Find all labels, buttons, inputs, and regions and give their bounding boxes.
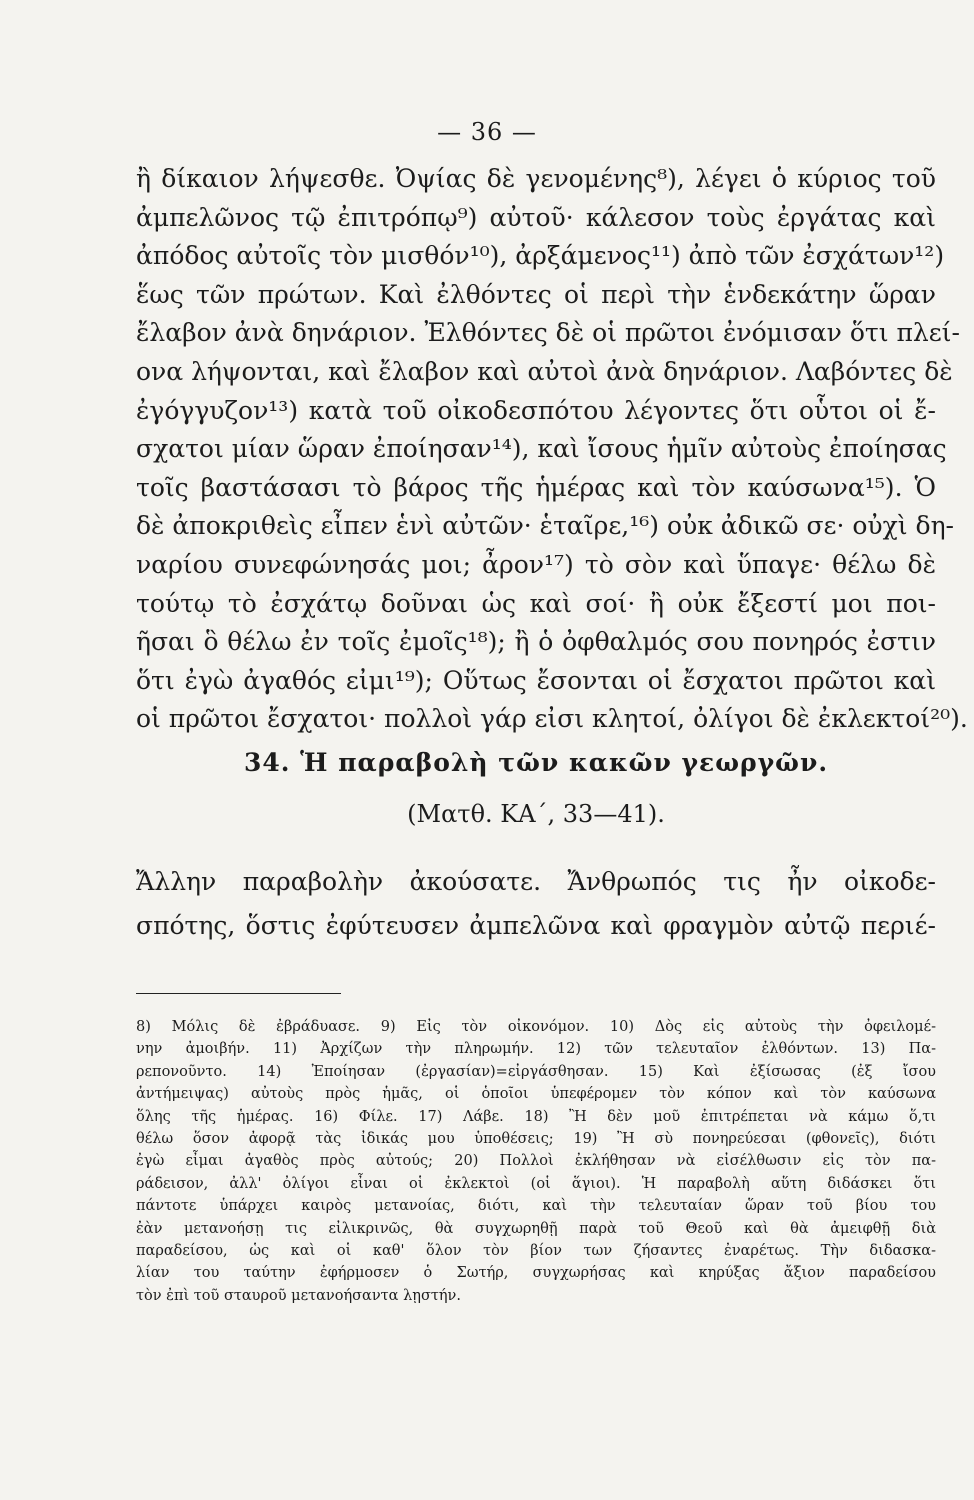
footnote-line: πάντοτε ὑπάρχει καιρὸς μετανοίας, διότι, καὶ τὴν τελευταίαν ὥραν τοῦ βίου του: [136, 1198, 936, 1215]
text-line: ονα λήψονται, καὶ ἔλαβον καὶ αὐτοὶ ἀνὰ δηνάριον. Λαβόντες δὲ: [136, 356, 953, 386]
footnote-line: ἀντήμειψας) αὐτοὺς πρὸς ἡμᾶς, οἱ ὁποῖοι ὑπεφέρομεν τὸν κόπον καὶ τὸν καύσωνα: [136, 1086, 936, 1103]
text-line: δὲ ἀποκριθεὶς εἶπεν ἑνὶ αὐτῶν· ἑταῖρε,¹⁶) οὐκ ἀδικῶ σε· οὐχὶ δη-: [136, 511, 955, 541]
text-line: ὅτι ἐγὼ ἀγαθός εἰμι¹⁹); Οὕτως ἔσονται οἱ ἔσχατοι πρῶτοι καὶ: [136, 665, 936, 695]
text-line: τοῖς βαστάσασι τὸ βάρος τῆς ἡμέρας καὶ τὸν καύσωνα¹⁵). Ὁ: [136, 472, 936, 502]
section-title: 34. Ἡ παραβολὴ τῶν κακῶν γεωργῶν.: [243, 748, 829, 777]
main-paragraph: [136, 160, 968, 739]
text-line: ῆσαι ὃ θέλω ἐν τοῖς ἐμοῖς¹⁸); ἢ ὁ ὀφθαλμός σου πονηρός ἐστιν: [136, 627, 936, 657]
text-line: τούτῳ τὸ ἐσχάτῳ δοῦναι ὡς καὶ σοί· ἢ οὐκ ἔξεστί μοι ποι-: [136, 588, 936, 618]
footnotes: [136, 1016, 936, 1307]
text-line: ἀμπελῶνος τῷ ἐπιτρόπῳ⁹) αὐτοῦ· κάλεσον τοὺς ἐργάτας καὶ: [136, 202, 936, 232]
footnote-line: ὅλης τῆς ἡμέρας. 16) Φίλε. 17) Λάβε. 18) Ἢ δὲν μοῦ ἐπιτρέπεται νὰ κάμω ὅ,τι: [136, 1108, 936, 1125]
footnote-line: παραδείσου, ὡς καὶ οἱ καθ' ὅλον τὸν βίον των ζήσαντες ἐναρέτως. Τὴν διδασκα-: [136, 1242, 936, 1259]
footnote-line: ἐὰν μετανοήσῃ τις εἰλικρινῶς, θὰ συγχωρηθῇ παρὰ τοῦ Θεοῦ καὶ θὰ ἀμειφθῇ διὰ: [136, 1220, 936, 1237]
footnote-line: τὸν ἐπὶ τοῦ σταυροῦ μετανοήσαντα λῃστήν.: [136, 1287, 461, 1304]
text-line: ἔλαβον ἀνὰ δηνάριον. Ἐλθόντες δὲ οἱ πρῶτοι ἐνόμισαν ὅτι πλεί-: [136, 318, 960, 348]
footnote-line: ἐγὼ εἶμαι ἀγαθὸς πρὸς αὐτούς; 20) Πολλοὶ ἐκλήθησαν νὰ εἰσέλθωσιν εἰς τὸν πα-: [136, 1153, 936, 1170]
text-line: ἀπόδος αὐτοῖς τὸν μισθόν¹⁰), ἀρξάμενος¹¹) ἀπὸ τῶν ἐσχάτων¹²): [136, 241, 945, 271]
text-line: σπότης, ὅστις ἐφύτευσεν ἀμπελῶνα καὶ φραγμὸν αὐτῷ περιέ-: [136, 911, 936, 940]
text-line: ἢ δίκαιον λήψεσθε. Ὀψίας δὲ γενομένης⁸), λέγει ὁ κύριος τοῦ: [136, 164, 936, 193]
text-line: ναρίου συνεφώνησάς μοι; ἆρον¹⁷) τὸ σὸν καὶ ὕπαγε· θέλω δὲ: [136, 549, 936, 579]
footnote-line: 8) Μόλις δὲ ἐβράδυασε. 9) Εἰς τὸν οἰκονόμον. 10) Δὸς εἰς αὐτοὺς τὴν ὀφειλομέ-: [136, 1019, 936, 1035]
scripture-reference: (Ματθ. ΚΑ΄, 33—41).: [407, 800, 665, 828]
footnote-line: θέλω ὅσον ἀφορᾷ τὰς ἰδικάς μου ὑποθέσεις; 19) Ἢ σὺ πονηρεύεσαι (φθονεῖς), διότι: [136, 1130, 936, 1147]
page-number: — 36 —: [437, 118, 537, 146]
footnote-line: ράδεισον, ἀλλ' ὀλίγοι εἶναι οἱ ἐκλεκτοὶ (οἱ ἅγιοι). Ἡ παραβολὴ αὕτη διδάσκει ὅτι: [136, 1175, 936, 1192]
footnote-line: λίαν του ταύτην ἐφήρμοσεν ὁ Σωτήρ, συγχωρήσας καὶ κηρύξας ἄξιον παραδείσου: [136, 1265, 936, 1282]
text-line: οἱ πρῶτοι ἔσχατοι· πολλοὶ γάρ εἰσι κλητοί, ὀλίγοι δὲ ἐκλεκτοί²⁰).: [136, 704, 968, 734]
text-line: ἕως τῶν πρώτων. Καὶ ἐλθόντες οἱ περὶ τὴν ἑνδεκάτην ὥραν: [136, 279, 936, 309]
footnote-line: νην ἀμοιβήν. 11) Ἀρχίζων τὴν πληρωμήν. 12) τῶν τελευταῖον ἐλθόντων. 13) Πα-: [136, 1041, 936, 1058]
text-line: σχατοι μίαν ὥραν ἐποίησαν¹⁴), καὶ ἴσους ἡμῖν αὐτοὺς ἐποίησας: [136, 434, 947, 464]
footnote-divider: [136, 993, 341, 994]
second-paragraph: [136, 860, 936, 948]
footnote-line: ρεπονοῦντο. 14) Ἐποίησαν (ἐργασίαν)=εἰργάσθησαν. 15) Καὶ ἐξίσωσας (ἐξ ἴσου: [136, 1063, 936, 1080]
text-line: Ἄλλην παραβολὴν ἀκούσατε. Ἄνθρωπός τις ἦν οἰκοδε-: [136, 867, 936, 896]
text-line: ἐγόγγυζον¹³) κατὰ τοῦ οἰκοδεσπότου λέγοντες ὅτι οὗτοι οἱ ἔ-: [136, 395, 936, 425]
